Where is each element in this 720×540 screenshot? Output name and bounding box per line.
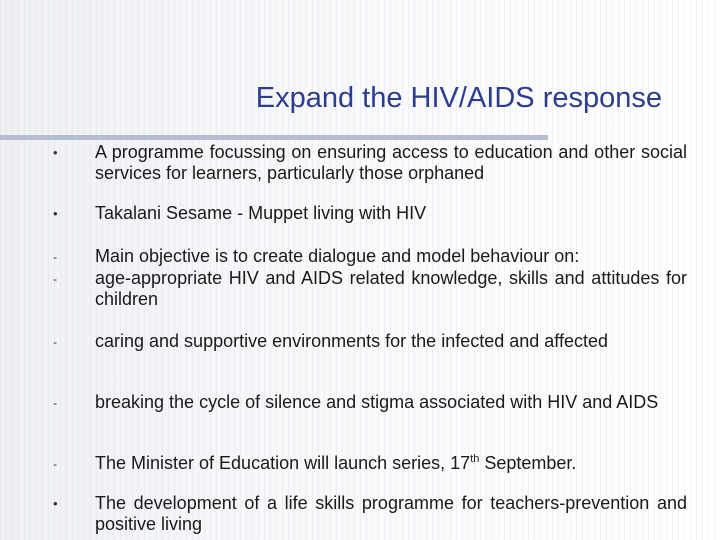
bullet-dash-icon: -: [53, 457, 57, 471]
list-item-text: caring and supportive environments for the infected and affected: [95, 331, 608, 351]
bullet-dash-icon: -: [53, 335, 57, 349]
list-item-text: Takalani Sesame - Muppet living with HIV: [95, 203, 427, 223]
list-item-text: The development of a life skills programme for teachers-prevention and positive living: [95, 493, 687, 534]
bullet-dot-icon: •: [53, 496, 58, 511]
bullet-dash-icon: -: [53, 250, 57, 264]
bullet-dot-icon: •: [53, 206, 58, 221]
bullet-dot-icon: •: [53, 145, 58, 160]
list-item-text: Main objective is to create dialogue and model behaviour on:: [95, 246, 580, 266]
ordinal-suffix: th: [470, 453, 480, 465]
slide-title: Expand the HIV/AIDS response: [255, 82, 662, 114]
launch-date-text: September.: [479, 453, 577, 473]
list-item-text: breaking the cycle of silence and stigma associated with HIV and AIDS: [95, 392, 659, 412]
list-item-text: [95, 453, 687, 474]
launch-text: The Minister of Education will launch series, 17: [95, 453, 471, 473]
list-item-text: A programme focussing on ensuring access to education and other social services for learners, particularly those orphaned: [95, 142, 687, 183]
bullet-dash-icon: -: [53, 396, 57, 410]
bullet-dash-icon: -: [53, 272, 57, 286]
list-item-text: age-appropriate HIV and AIDS related knowledge, skills and attitudes for children: [95, 268, 687, 309]
